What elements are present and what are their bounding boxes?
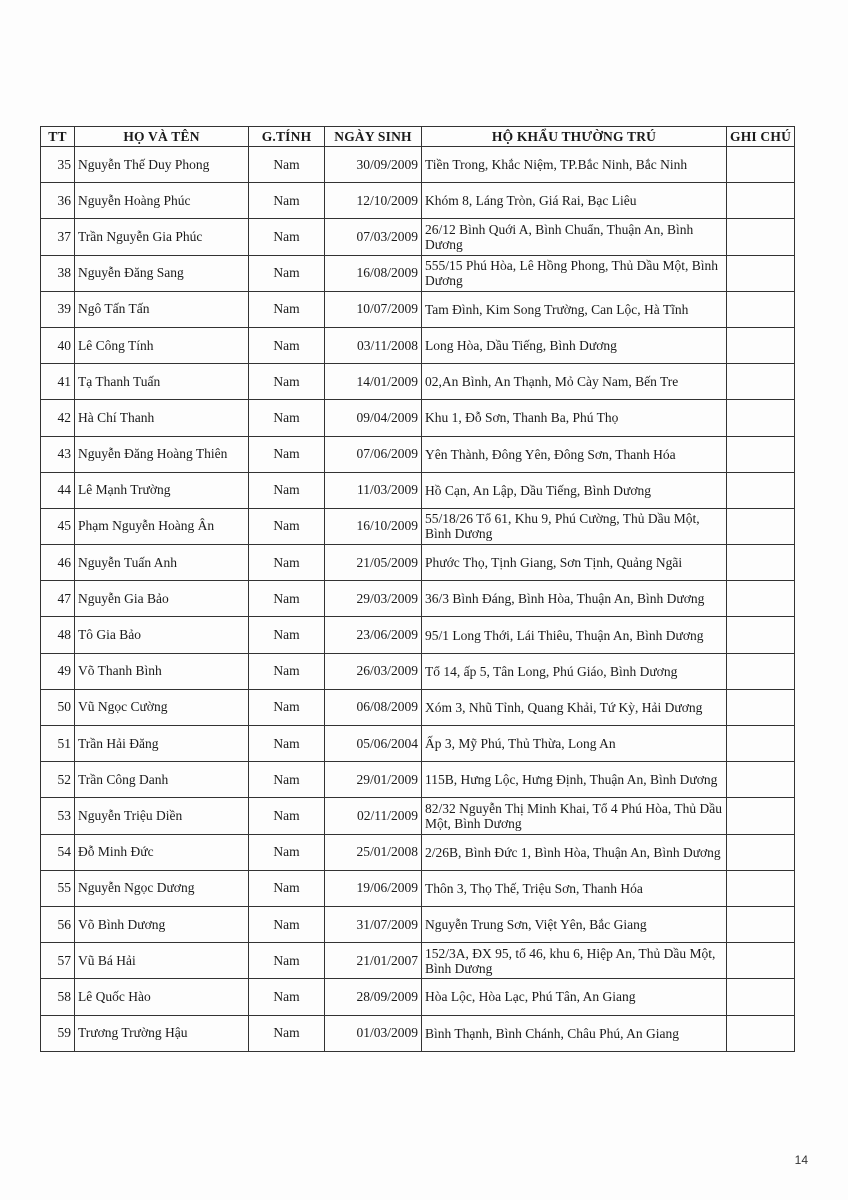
cell-dob: 03/11/2008 [325,327,422,363]
cell-dob: 11/03/2009 [325,472,422,508]
cell-address: Khóm 8, Láng Tròn, Giá Rai, Bạc Liêu [422,183,727,219]
cell-name: Vũ Ngọc Cường [75,689,249,725]
cell-name: Võ Bình Dương [75,906,249,942]
cell-name: Nguyễn Hoàng Phúc [75,183,249,219]
cell-note [727,943,795,979]
cell-tt: 58 [41,979,75,1015]
cell-dob: 14/01/2009 [325,364,422,400]
cell-dob: 29/01/2009 [325,762,422,798]
cell-tt: 38 [41,255,75,291]
table-row [41,545,795,581]
cell-note [727,906,795,942]
header-row [41,127,795,147]
cell-name: Hà Chí Thanh [75,400,249,436]
cell-dob: 19/06/2009 [325,870,422,906]
cell-sex: Nam [249,653,325,689]
cell-address: Tam Đình, Kim Song Trường, Can Lộc, Hà Tĩnh [422,291,727,327]
table-row [41,219,795,255]
cell-tt: 39 [41,291,75,327]
cell-address: Hồ Cạn, An Lập, Dầu Tiếng, Bình Dương [422,472,727,508]
cell-name: Tạ Thanh Tuấn [75,364,249,400]
cell-tt: 36 [41,183,75,219]
cell-name: Võ Thanh Bình [75,653,249,689]
table-row [41,617,795,653]
cell-dob: 02/11/2009 [325,798,422,834]
table-row [41,291,795,327]
table-row [41,400,795,436]
cell-name: Ngô Tấn Tấn [75,291,249,327]
cell-name: Nguyễn Ngọc Dương [75,870,249,906]
cell-dob: 16/10/2009 [325,508,422,544]
table-row [41,147,795,183]
table-row [41,508,795,544]
cell-tt: 53 [41,798,75,834]
cell-address: 55/18/26 Tổ 61, Khu 9, Phú Cường, Thủ Dầu Một, Bình Dương [422,508,727,544]
cell-note [727,653,795,689]
table-row [41,726,795,762]
cell-tt: 54 [41,834,75,870]
cell-dob: 25/01/2008 [325,834,422,870]
cell-name: Phạm Nguyễn Hoàng Ân [75,508,249,544]
cell-note [727,581,795,617]
table-row [41,364,795,400]
cell-address: 36/3 Bình Đáng, Bình Hòa, Thuận An, Bình Dương [422,581,727,617]
cell-note [727,979,795,1015]
cell-dob: 05/06/2004 [325,726,422,762]
cell-sex: Nam [249,581,325,617]
table-row [41,906,795,942]
cell-tt: 48 [41,617,75,653]
cell-sex: Nam [249,617,325,653]
cell-sex: Nam [249,870,325,906]
table-row [41,255,795,291]
cell-sex: Nam [249,472,325,508]
cell-note [727,255,795,291]
cell-tt: 52 [41,762,75,798]
cell-tt: 44 [41,472,75,508]
cell-address: Phước Thọ, Tịnh Giang, Sơn Tịnh, Quảng Ngãi [422,545,727,581]
cell-sex: Nam [249,726,325,762]
cell-address: Long Hòa, Dầu Tiếng, Bình Dương [422,327,727,363]
cell-note [727,400,795,436]
cell-address: Tổ 14, ấp 5, Tân Long, Phú Giáo, Bình Dương [422,653,727,689]
cell-address: Ấp 3, Mỹ Phú, Thủ Thừa, Long An [422,726,727,762]
cell-name: Nguyễn Gia Bảo [75,581,249,617]
cell-note [727,545,795,581]
table-row [41,436,795,472]
cell-note [727,762,795,798]
cell-address: 02,An Bình, An Thạnh, Mỏ Cày Nam, Bến Tre [422,364,727,400]
cell-dob: 06/08/2009 [325,689,422,725]
cell-address: Xóm 3, Nhũ Tỉnh, Quang Khải, Tứ Kỳ, Hải Dương [422,689,727,725]
cell-address: Khu 1, Đỗ Sơn, Thanh Ba, Phú Thọ [422,400,727,436]
table-row [41,472,795,508]
cell-note [727,798,795,834]
cell-address: 555/15 Phú Hòa, Lê Hồng Phong, Thủ Dầu Một, Bình Dương [422,255,727,291]
table-row [41,979,795,1015]
cell-dob: 21/01/2007 [325,943,422,979]
header-dob: NGÀY SINH [325,127,422,147]
header-tt: TT [41,127,75,147]
cell-name: Nguyễn Đăng Sang [75,255,249,291]
cell-tt: 37 [41,219,75,255]
cell-name: Trần Công Danh [75,762,249,798]
table-row [41,183,795,219]
cell-dob: 21/05/2009 [325,545,422,581]
cell-sex: Nam [249,147,325,183]
cell-note [727,291,795,327]
cell-tt: 50 [41,689,75,725]
cell-sex: Nam [249,400,325,436]
cell-name: Lê Công Tính [75,327,249,363]
cell-name: Trần Nguyễn Gia Phúc [75,219,249,255]
cell-note [727,436,795,472]
header-note: GHI CHÚ [727,127,795,147]
cell-name: Đỗ Minh Đức [75,834,249,870]
cell-note [727,183,795,219]
cell-dob: 23/06/2009 [325,617,422,653]
cell-dob: 07/06/2009 [325,436,422,472]
cell-dob: 30/09/2009 [325,147,422,183]
cell-note [727,219,795,255]
cell-dob: 12/10/2009 [325,183,422,219]
cell-note [727,689,795,725]
cell-sex: Nam [249,762,325,798]
cell-sex: Nam [249,979,325,1015]
cell-dob: 07/03/2009 [325,219,422,255]
cell-sex: Nam [249,906,325,942]
cell-tt: 55 [41,870,75,906]
table-row [41,834,795,870]
cell-address: 26/12 Bình Quới A, Bình Chuẩn, Thuận An, Bình Dương [422,219,727,255]
cell-name: Nguyễn Đăng Hoàng Thiên [75,436,249,472]
cell-note [727,508,795,544]
cell-name: Lê Quốc Hào [75,979,249,1015]
cell-sex: Nam [249,689,325,725]
cell-name: Trần Hải Đăng [75,726,249,762]
cell-address: Yên Thành, Đông Yên, Đông Sơn, Thanh Hóa [422,436,727,472]
cell-sex: Nam [249,798,325,834]
cell-dob: 01/03/2009 [325,1015,422,1051]
cell-tt: 57 [41,943,75,979]
cell-dob: 31/07/2009 [325,906,422,942]
cell-name: Lê Mạnh Trường [75,472,249,508]
cell-note [727,617,795,653]
cell-dob: 28/09/2009 [325,979,422,1015]
cell-sex: Nam [249,545,325,581]
cell-tt: 45 [41,508,75,544]
student-roster-table [40,126,795,1052]
cell-tt: 47 [41,581,75,617]
table-row [41,581,795,617]
cell-name: Nguyễn Thế Duy Phong [75,147,249,183]
cell-tt: 56 [41,906,75,942]
cell-tt: 43 [41,436,75,472]
cell-sex: Nam [249,364,325,400]
cell-sex: Nam [249,291,325,327]
cell-address: Hòa Lộc, Hòa Lạc, Phú Tân, An Giang [422,979,727,1015]
cell-note [727,364,795,400]
cell-note [727,834,795,870]
cell-address: 115B, Hưng Lộc, Hưng Định, Thuận An, Bình Dương [422,762,727,798]
cell-tt: 35 [41,147,75,183]
header-address: HỘ KHẨU THƯỜNG TRÚ [422,127,727,147]
cell-sex: Nam [249,943,325,979]
cell-sex: Nam [249,255,325,291]
cell-note [727,1015,795,1051]
cell-sex: Nam [249,327,325,363]
cell-name: Vũ Bá Hải [75,943,249,979]
cell-dob: 16/08/2009 [325,255,422,291]
cell-address: 152/3A, ĐX 95, tổ 46, khu 6, Hiệp An, Thủ Dầu Một, Bình Dương [422,943,727,979]
cell-note [727,472,795,508]
table-row [41,689,795,725]
cell-address: Nguyễn Trung Sơn, Việt Yên, Bắc Giang [422,906,727,942]
table-row [41,653,795,689]
table-header [41,127,795,147]
cell-name: Trương Trường Hậu [75,1015,249,1051]
table-row [41,762,795,798]
cell-tt: 41 [41,364,75,400]
page-number: 14 [794,1153,808,1167]
cell-address: 82/32 Nguyễn Thị Minh Khai, Tổ 4 Phú Hòa, Thủ Dầu Một, Bình Dương [422,798,727,834]
table-row [41,943,795,979]
cell-sex: Nam [249,1015,325,1051]
cell-tt: 46 [41,545,75,581]
cell-sex: Nam [249,219,325,255]
cell-sex: Nam [249,508,325,544]
cell-sex: Nam [249,183,325,219]
header-name: HỌ VÀ TÊN [75,127,249,147]
cell-dob: 10/07/2009 [325,291,422,327]
cell-address: Bình Thạnh, Bình Chánh, Châu Phú, An Giang [422,1015,727,1051]
table-row [41,1015,795,1051]
cell-name: Nguyễn Tuấn Anh [75,545,249,581]
cell-tt: 40 [41,327,75,363]
cell-tt: 51 [41,726,75,762]
cell-sex: Nam [249,834,325,870]
cell-address: Thôn 3, Thọ Thế, Triệu Sơn, Thanh Hóa [422,870,727,906]
cell-note [727,327,795,363]
table-row [41,870,795,906]
table-row [41,327,795,363]
cell-address: 95/1 Long Thới, Lái Thiêu, Thuận An, Bình Dương [422,617,727,653]
cell-dob: 09/04/2009 [325,400,422,436]
cell-tt: 59 [41,1015,75,1051]
cell-address: Tiền Trong, Khắc Niệm, TP.Bắc Ninh, Bắc Ninh [422,147,727,183]
cell-tt: 42 [41,400,75,436]
header-sex: G.TÍNH [249,127,325,147]
cell-name: Tô Gia Bảo [75,617,249,653]
cell-note [727,870,795,906]
cell-note [727,726,795,762]
cell-sex: Nam [249,436,325,472]
table-body [41,147,795,1052]
cell-dob: 26/03/2009 [325,653,422,689]
cell-address: 2/26B, Bình Đức 1, Bình Hòa, Thuận An, Bình Dương [422,834,727,870]
table-row [41,798,795,834]
cell-tt: 49 [41,653,75,689]
cell-dob: 29/03/2009 [325,581,422,617]
cell-name: Nguyễn Triệu Diền [75,798,249,834]
cell-note [727,147,795,183]
